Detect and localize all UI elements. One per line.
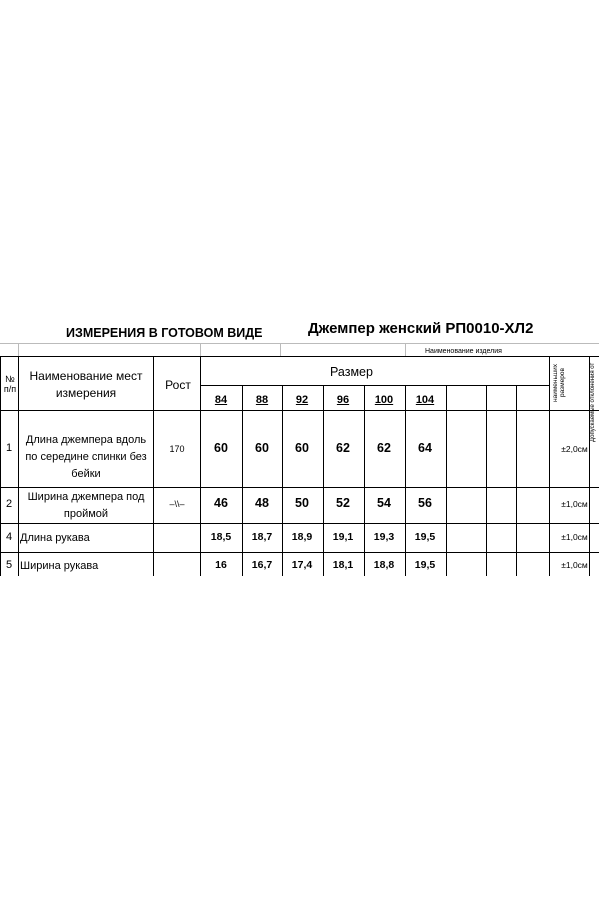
row-tolerance: ±2,0см	[561, 444, 588, 454]
grid-line	[446, 385, 447, 576]
grid-line	[405, 385, 406, 576]
row-number: 5	[5, 559, 13, 571]
size-label: 84	[214, 394, 228, 406]
header-number: № п/п	[3, 374, 17, 394]
row-value: 62	[336, 441, 350, 455]
row-value: 18,1	[332, 559, 354, 571]
row-value: 62	[377, 441, 391, 455]
grid-line	[516, 385, 517, 576]
header-sizes-count: наименьших размеров	[552, 364, 566, 402]
header-height: Рост	[165, 378, 191, 392]
row-value: 60	[255, 441, 269, 455]
grid-line	[0, 356, 599, 357]
size-label: 92	[295, 394, 309, 406]
size-label: 88	[255, 394, 269, 406]
row-value: 16,7	[251, 559, 273, 571]
row-height: –\\–	[169, 499, 185, 509]
grid-line	[486, 385, 487, 576]
grid-line	[153, 356, 154, 576]
row-value: 18,5	[210, 531, 232, 543]
grid-line	[200, 343, 201, 356]
row-value: 17,4	[291, 559, 313, 571]
header-size: Размер	[330, 365, 373, 379]
row-value: 50	[295, 496, 309, 510]
grid-line	[200, 385, 549, 386]
row-value: 18,9	[291, 531, 313, 543]
row-value: 56	[418, 496, 432, 510]
grid-line	[0, 552, 599, 553]
row-value: 52	[336, 496, 350, 510]
row-value: 19,3	[373, 531, 395, 543]
grid-line	[18, 356, 19, 576]
row-measurement-name: Ширина джемпера под проймой	[27, 491, 145, 520]
row-value: 16	[215, 559, 227, 571]
grid-line	[323, 385, 324, 576]
grid-line	[282, 385, 283, 576]
row-number: 2	[5, 498, 13, 510]
sheet-title: ИЗМЕРЕНИЯ В ГОТОВОМ ВИДЕ	[66, 326, 263, 340]
grid-line	[0, 356, 1, 576]
grid-line	[0, 410, 599, 411]
grid-line	[0, 487, 599, 488]
row-value: 60	[295, 441, 309, 455]
grid-line	[18, 343, 19, 356]
grid-line	[242, 385, 243, 576]
row-value: 64	[418, 441, 432, 455]
row-value: 46	[214, 496, 228, 510]
row-height: 170	[169, 444, 185, 454]
size-label: 96	[336, 394, 350, 406]
grid-line	[0, 343, 599, 344]
row-tolerance: ±1,0см	[561, 560, 588, 570]
row-measurement-name: Ширина рукава	[20, 560, 99, 572]
product-name-caption: Наименование изделия	[425, 348, 502, 355]
product-title: Джемпер женский РП0010-ХЛ2	[308, 320, 534, 337]
row-measurement-name: Длина джемпера вдоль по середине спинки без бейки	[25, 434, 147, 480]
header-tolerance: Допускаемые отклонения от	[590, 362, 596, 442]
size-label: 100	[374, 394, 394, 406]
row-value: 18,8	[373, 559, 395, 571]
row-value: 19,1	[332, 531, 354, 543]
row-number: 1	[5, 442, 13, 454]
header-measurement-name: Наименование мест измерения	[29, 369, 143, 400]
grid-line	[280, 343, 281, 356]
row-value: 19,5	[414, 531, 436, 543]
grid-line	[549, 356, 550, 576]
row-value: 19,5	[414, 559, 436, 571]
row-tolerance: ±1,0см	[561, 499, 588, 509]
grid-line	[0, 523, 599, 524]
row-value: 54	[377, 496, 391, 510]
row-value: 48	[255, 496, 269, 510]
row-number: 4	[5, 531, 13, 543]
row-tolerance: ±1,0см	[561, 532, 588, 542]
grid-line	[405, 343, 406, 356]
size-label: 104	[415, 394, 435, 406]
grid-line	[364, 385, 365, 576]
row-value: 18,7	[251, 531, 273, 543]
row-measurement-name: Длина рукава	[20, 532, 90, 544]
row-value: 60	[214, 441, 228, 455]
